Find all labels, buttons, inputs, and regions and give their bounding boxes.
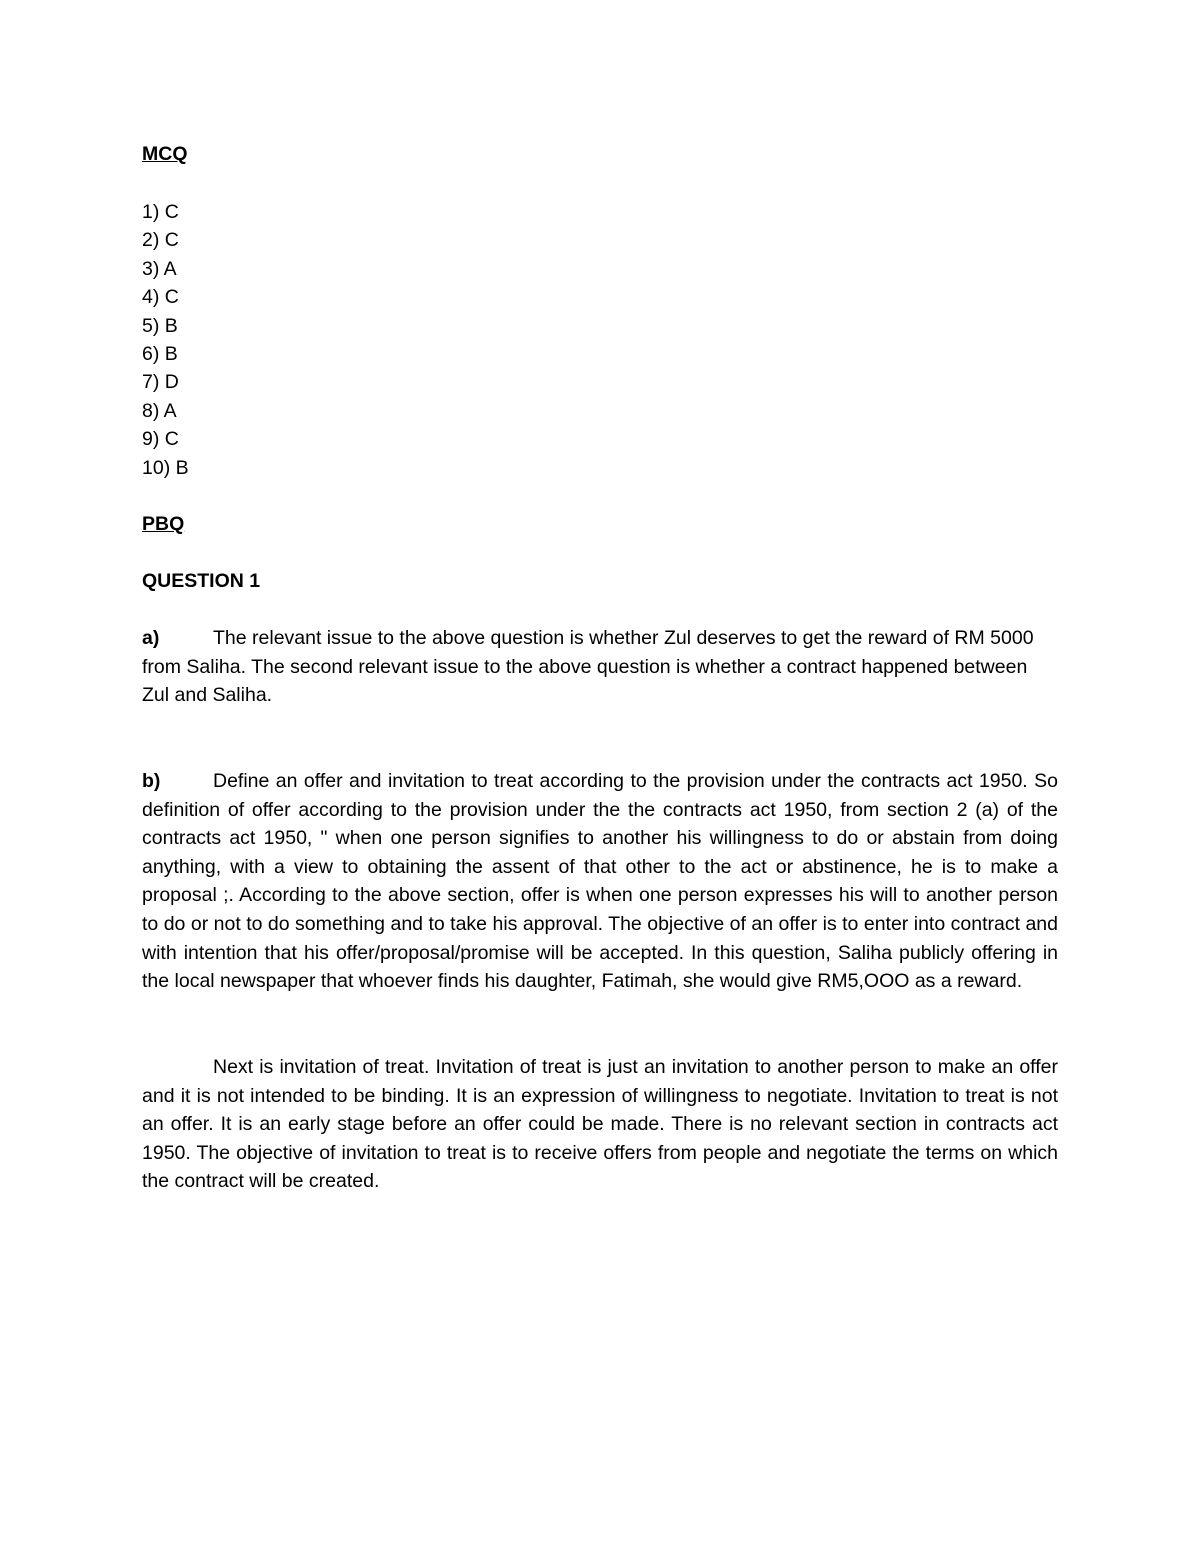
mcq-answer: 6) B <box>142 342 178 365</box>
part-b-text: Define an offer and invitation to treat according to the provision under the contracts act 1950. So definition of offer according to the provision under the the contracts act 1950, from section 2 (a) of the contracts act 1950, " when one person signifies to another his willingness to do or abstain from doing anything, with a view to obtaining the assent of that other to the act or abstinence, he is to make a proposal ;. According to the above section, offer is when one person expresses his will to another person to do or not to do something and to take his approval. The objective of an offer is to enter into contract and with intention that his offer/proposal/promise will be accepted. In this question, Saliha publicly offering in the local newspaper that whoever finds his daughter, Fatimah, she would give RM5,OOO as a reward. <box>142 770 1058 993</box>
answer-part-a <box>142 624 1058 710</box>
part-b-paragraph-2: Next is invitation of treat. Invitation of treat is just an invitation to another person to make an offer and it is not intended to be binding. It is an expression of willingness to negotiate. Invitation to treat is not an offer. It is an early stage before an offer could be made. There is no relevant section in contracts act 1950. The objective of invitation to treat is to receive offers from people and negotiate the terms on which the contract will be created. <box>142 1056 1058 1193</box>
part-a-label: a) <box>142 627 160 649</box>
question-title: QUESTION 1 <box>142 570 261 592</box>
mcq-answer: 8) A <box>142 399 177 422</box>
mcq-answer: 4) C <box>142 286 179 309</box>
mcq-answer: 9) C <box>142 428 179 451</box>
answer-part-b <box>142 767 1058 996</box>
mcq-heading: MCQ <box>142 143 188 165</box>
mcq-answer: 7) D <box>142 371 179 394</box>
mcq-answer: 3) A <box>142 257 177 280</box>
mcq-answer-list <box>142 198 189 482</box>
pbq-heading: PBQ <box>142 513 185 535</box>
mcq-answer: 10) B <box>142 456 189 479</box>
part-a-text: The relevant issue to the above question is whether Zul deserves to get the reward of RM 5000 from Saliha. The second relevant issue to the above question is whether a contract happened between Zul and Saliha. <box>142 627 1034 707</box>
mcq-answer: 5) B <box>142 314 178 337</box>
part-b-label: b) <box>142 770 161 792</box>
mcq-answer: 1) C <box>142 201 179 223</box>
mcq-answer: 2) C <box>142 229 179 252</box>
